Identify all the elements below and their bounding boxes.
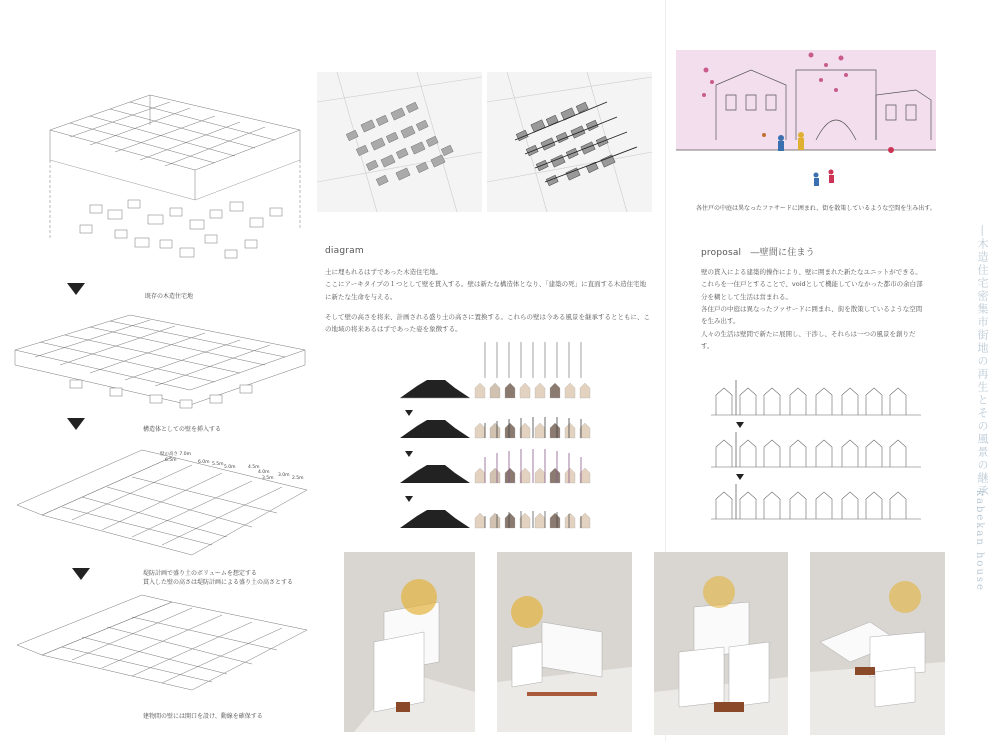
vertical-title-en: [974, 490, 985, 592]
height-label: 3.0m: [278, 473, 290, 478]
model-photo: [810, 552, 945, 735]
height-label: 3.5m: [262, 476, 274, 481]
wall-section-diagram: [395, 338, 635, 543]
proposal-paragraph: 人々の生活は壁間で新たに展開し、干渉し、それらは一つの風景を創りだす。: [701, 329, 916, 351]
title-jp: ―木造住宅密集市街地の再生とその風景の継承: [976, 225, 989, 498]
down-arrow-icon: [736, 422, 744, 428]
down-arrow-icon: [67, 283, 85, 295]
height-label: 2.5m: [292, 476, 304, 481]
down-arrow-icon: [67, 418, 85, 430]
height-label: 5.5m: [212, 462, 224, 467]
axonometric-existing-with-grid: [20, 90, 310, 280]
caption-wall-height: 貫入した壁の高さは堤防計画による盛り土の高さとする: [143, 579, 294, 586]
site-plan-after: [487, 72, 652, 212]
height-label: 6.5m: [165, 458, 177, 463]
model-photo: [654, 552, 788, 735]
model-photo: [497, 552, 632, 732]
proposal-text: [701, 266, 926, 352]
caption-existing: 既存の木造住宅地: [145, 293, 194, 300]
axonometric-openings: [12, 590, 312, 705]
axonometric-embankment-heights: [12, 445, 312, 570]
down-arrow-icon: [405, 496, 413, 502]
height-label: 4.0m: [258, 470, 270, 475]
height-label: 5.0m: [224, 465, 236, 470]
diagram-text: [325, 266, 650, 336]
site-plan-before: [317, 72, 482, 212]
height-label: 壁の高さ 7.0m: [160, 452, 191, 457]
height-label: 4.5m: [248, 465, 260, 470]
down-arrow-icon: [405, 451, 413, 457]
axonometric-walls-inserted: [10, 300, 310, 420]
caption-openings: 建物間の壁には開口を設け、動線を確保する: [143, 713, 263, 720]
proposal-heading: proposal ―壁間に住まう: [701, 248, 815, 258]
caption-embankment: 堤防計画で盛り土のボリュームを想定する: [143, 570, 257, 577]
diagram-paragraph: ここにアーキタイプの１つとして壁を貫入する。壁は新たな構造体となり、「建築の死」に直面する木造住宅地に新たな生命を与える。: [325, 280, 647, 301]
proposal-elevation-diagram: [706, 380, 931, 525]
diagram-heading: diagram: [325, 246, 364, 256]
diagram-paragraph: そして壁の高さを将来、計画される盛り土の高さに置換する。これらの壁は今ある風景を継承するとともに、この地域の将来あるはずであった姿を象徴する。: [325, 313, 650, 334]
diagram-paragraph: 土に埋もれるはずであった木造住宅地。: [325, 268, 443, 276]
height-label: 6.0m: [198, 460, 210, 465]
vertical-title: [974, 225, 990, 725]
courtyard-sketch: [676, 40, 936, 195]
caption-walls: 構造体としての壁を挿入する: [143, 426, 222, 433]
down-arrow-icon: [72, 568, 90, 580]
sketch-caption: 各住戸の中庭は異なったファサードに囲まれ、街を散策しているような空間を生み出す。: [696, 205, 936, 212]
down-arrow-icon: [405, 410, 413, 416]
model-photo: [344, 552, 475, 732]
proposal-paragraph: 壁の貫入による建築的操作により、壁に囲まれた新たなユニットができる。これらを一住戸とすることで、voidとして機能していなかった都市の余白部分を糊として生活は営まれる。: [701, 268, 923, 301]
proposal-paragraph: 各住戸の中庭は異なったファサードに囲まれ、街を散策しているような空間を生み出す。: [701, 305, 923, 326]
down-arrow-icon: [736, 474, 744, 480]
title-en: kabekan house: [974, 490, 985, 592]
left-pane: [0, 0, 320, 741]
